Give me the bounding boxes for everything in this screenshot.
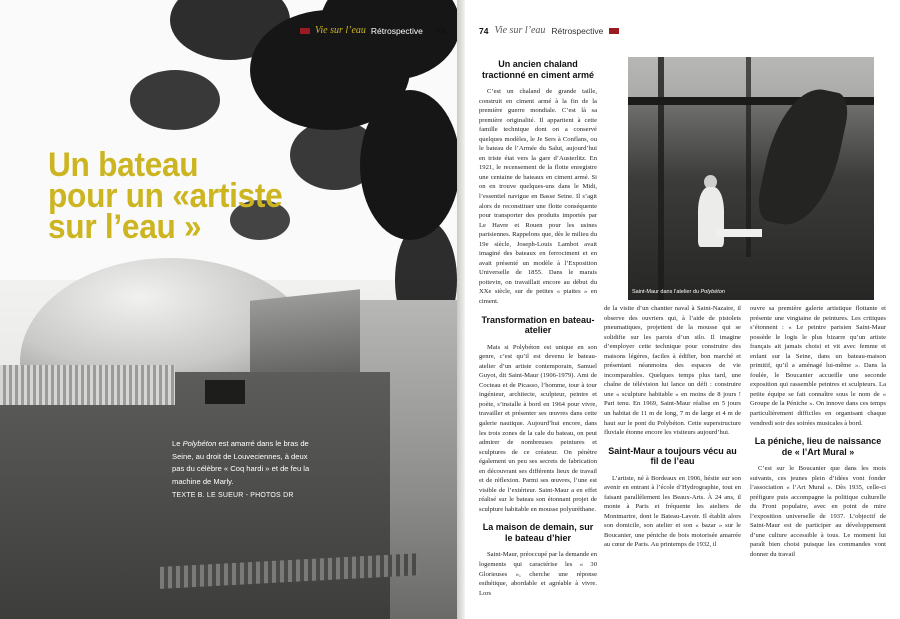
subheading: Un ancien chaland tractionné en ciment armé [481,59,595,80]
tree-foliage [130,70,220,130]
headline-line: pour un «artiste [48,177,283,215]
photo-credit: TEXTE B. LE SUEUR - PHOTOS DR [172,492,294,499]
left-page-header [300,25,445,36]
photo-caption: Saint-Maur dans l’atelier du Polybéton [632,289,725,295]
headline-line: Un bateau [48,146,199,184]
ceiling-beam [746,57,751,257]
section-marker [609,28,619,34]
body-paragraph: ouvre sa première galerie artistique flottante et présente une vingtaine de peintures. Les critiques s’étonnent : « Le peintre parisien Saint-Maur possède le logis le plus bizarre qu’un artiste français ait jamais choisi et vit avec femme et enfant sur la Seine, dans un bateau-maison primitif, qu’il a aménagé lui-même ». Dans la foulée, le Boucanier accueille une seconde exposition qui rassemble peintres et sculpteurs. La petite équipe se fait connaître sous le nom de « Groupe de la Péniche ». On innove dans ces temps particulièrement difficiles en organisant chaque vendredi soir des soirées musicales à bord. [750,305,886,427]
photo-caption: Le Polybéton est amarré dans le bras de Seine, au droit de Louveciennes, à deux pas du célèbre « Coq hardi » et de feu la machine de Marly. [172,439,310,486]
body-paragraph: C’est sur le Boucanier que dans les mois suivants, ces jeunes plein d’idées vont fonder l’association « l’Art Mural ». Dès 1935, celle-ci préfigure puis accompagne la politique culturelle du Front populaire, avec en point de mire l’exposition universelle de 1937. L’objectif de Saint-Maur est de participer au développement d’une culture accessible à tous. Le moment lui paraît bien choisi puisque les commandes vont donner du travail [750,465,886,559]
subheading: Saint-Maur a toujours vécu au fil de l’eau [608,445,737,467]
body-paragraph: L’artiste, né à Bordeaux en 1906, hésite sur son avenir en entrant à l’école d’Hydrographie, tout en faisant parallèlement les Beaux-Arts. À 24 ans, il monte à Paris et fréquente les ateliers de Montmartre, dont le Bateau-Lavoir. Il établit alors son domicile, son atelier et son « bazar » sur le Boucanier, une péniche de bois motorisée amarrée au cœur de Paris. Au printemps de 1932, il [604,474,741,549]
headline-line: sur l’eau » [48,208,202,246]
rubric-name: Rétrospective [370,25,423,36]
body-paragraph: Saint-Maur, préoccupé par la demande en logements qui caractérise les « 30 Glorieuses », cherche une réponse esthétique, abordable et agréable à vivre. Lors [479,551,597,597]
rubric-name: Rétrospective [551,25,604,36]
page-number: 73 [435,25,446,36]
right-page [465,0,900,619]
text-column-3 [750,304,886,560]
tree-foliage [360,90,457,240]
right-page-header [479,25,619,36]
boat-window [205,380,245,404]
subheading: Transformation en bateau-atelier [481,314,595,336]
text-column-1 [479,54,597,598]
subheading: La maison de demain, sur le bateau d’hier [482,522,594,543]
section-name: Vie sur l’eau [315,25,366,36]
article-headline [48,146,327,246]
body-paragraph: de la visite d’un chantier naval à Saint-Nazaire, il observe des ouvriers qui, à l’aide de pistolets pneumatiques, projettent de la mousse qui se solidifie sur les parois d’un silo. Il imagine d’employer cette technique pour construire des maisons légères, faciles à édifier, bon marché et présentant néanmoins des espaces de vie incomparables. Quelques temps plus tard, une chaîne de télévision lui lance un défi : construire une « sculpture habitable » en moins de 8 jours ! Pari tenu. En 1969, Saint-Maur réalise en 5 jours un habitat de 11 m de long, 7 m de large et 4 m de haut sur le pont du Polybéton. Cette superstructure fluviale étonne encore les visiteurs aujourd’hui. [604,305,741,437]
atelier-photo [628,57,874,300]
boat-corrugated-roof [0,365,175,405]
text-column-2 [604,304,741,550]
artist-figure [698,187,724,247]
page-gutter [457,0,465,619]
work-table [716,229,762,237]
page-number: 74 [479,25,489,36]
body-paragraph: Mais si Polybéton est unique en son genre, c’est qu’il est devenu le bateau-atelier d’un artiste contemporain, Samuel Guyot, dit Saint-Maur (1906-1979). Ami de Cocteau et de Picasso, l’homme, tour à tour ingénieur, architecte, sculpteur, peintre et poète, s’installe à bord en 1964 pour vivre, travailler et présenter ses œuvres dans cette galerie nautique. Aujourd’hui encore, dans les trois zones de la cale du bateau, on peut admirer de nombreuses peintures et sculptures de ce créateur. On pénètre également un peu ses secrets de fabrication en découvrant ses différents lieux de travail et de réflexion. Parmi ses œuvres, l’une est visible de l’extérieur. Saint-Maur a en effet réalisé sur le bateau son étonnant projet de sculpture habitable en mousse polyuréthane. [479,343,597,513]
section-name: Vie sur l’eau [494,25,546,36]
section-marker [300,28,310,34]
subheading: La péniche, lieu de naissance de « l’Art Mural » [754,436,882,457]
ceiling-beam [658,57,664,300]
skylight [628,57,874,97]
body-paragraph: C’est un chaland de grande taille, construit en ciment armé à la fin de la première guerre mondiale. C’est là sa première originalité. Il appartient à cette famille technique dont on a conservé quelques modèles, le Je Sers à Conflans, ou le bateau de l’Armée du Salut, aujourd’hui en triste état vers la gare d’Austerlitz. En 1921, le recensement de la flotte enregistre une centaine de bateaux en ciment armé. Si on en trouve quelques-uns dans le Midi, l’essentiel navigue en Basse Seine. Il s’agit alors de reconstituer une flotte conséquente pour transporter des produits importés par Le Havre et Rouen pour les usines parisiennes. Rappelons que, dès le milieu du 19e siècle, Joseph-Louis Lambot avait imaginé des bateaux en ferrociment et en avait présenté un modèle à l’Exposition Universelle de 1855. Dans le marais poitevin, on travaillait encore au début du XXe siècle, sur de petites « piattes » en ciment. [479,88,597,306]
